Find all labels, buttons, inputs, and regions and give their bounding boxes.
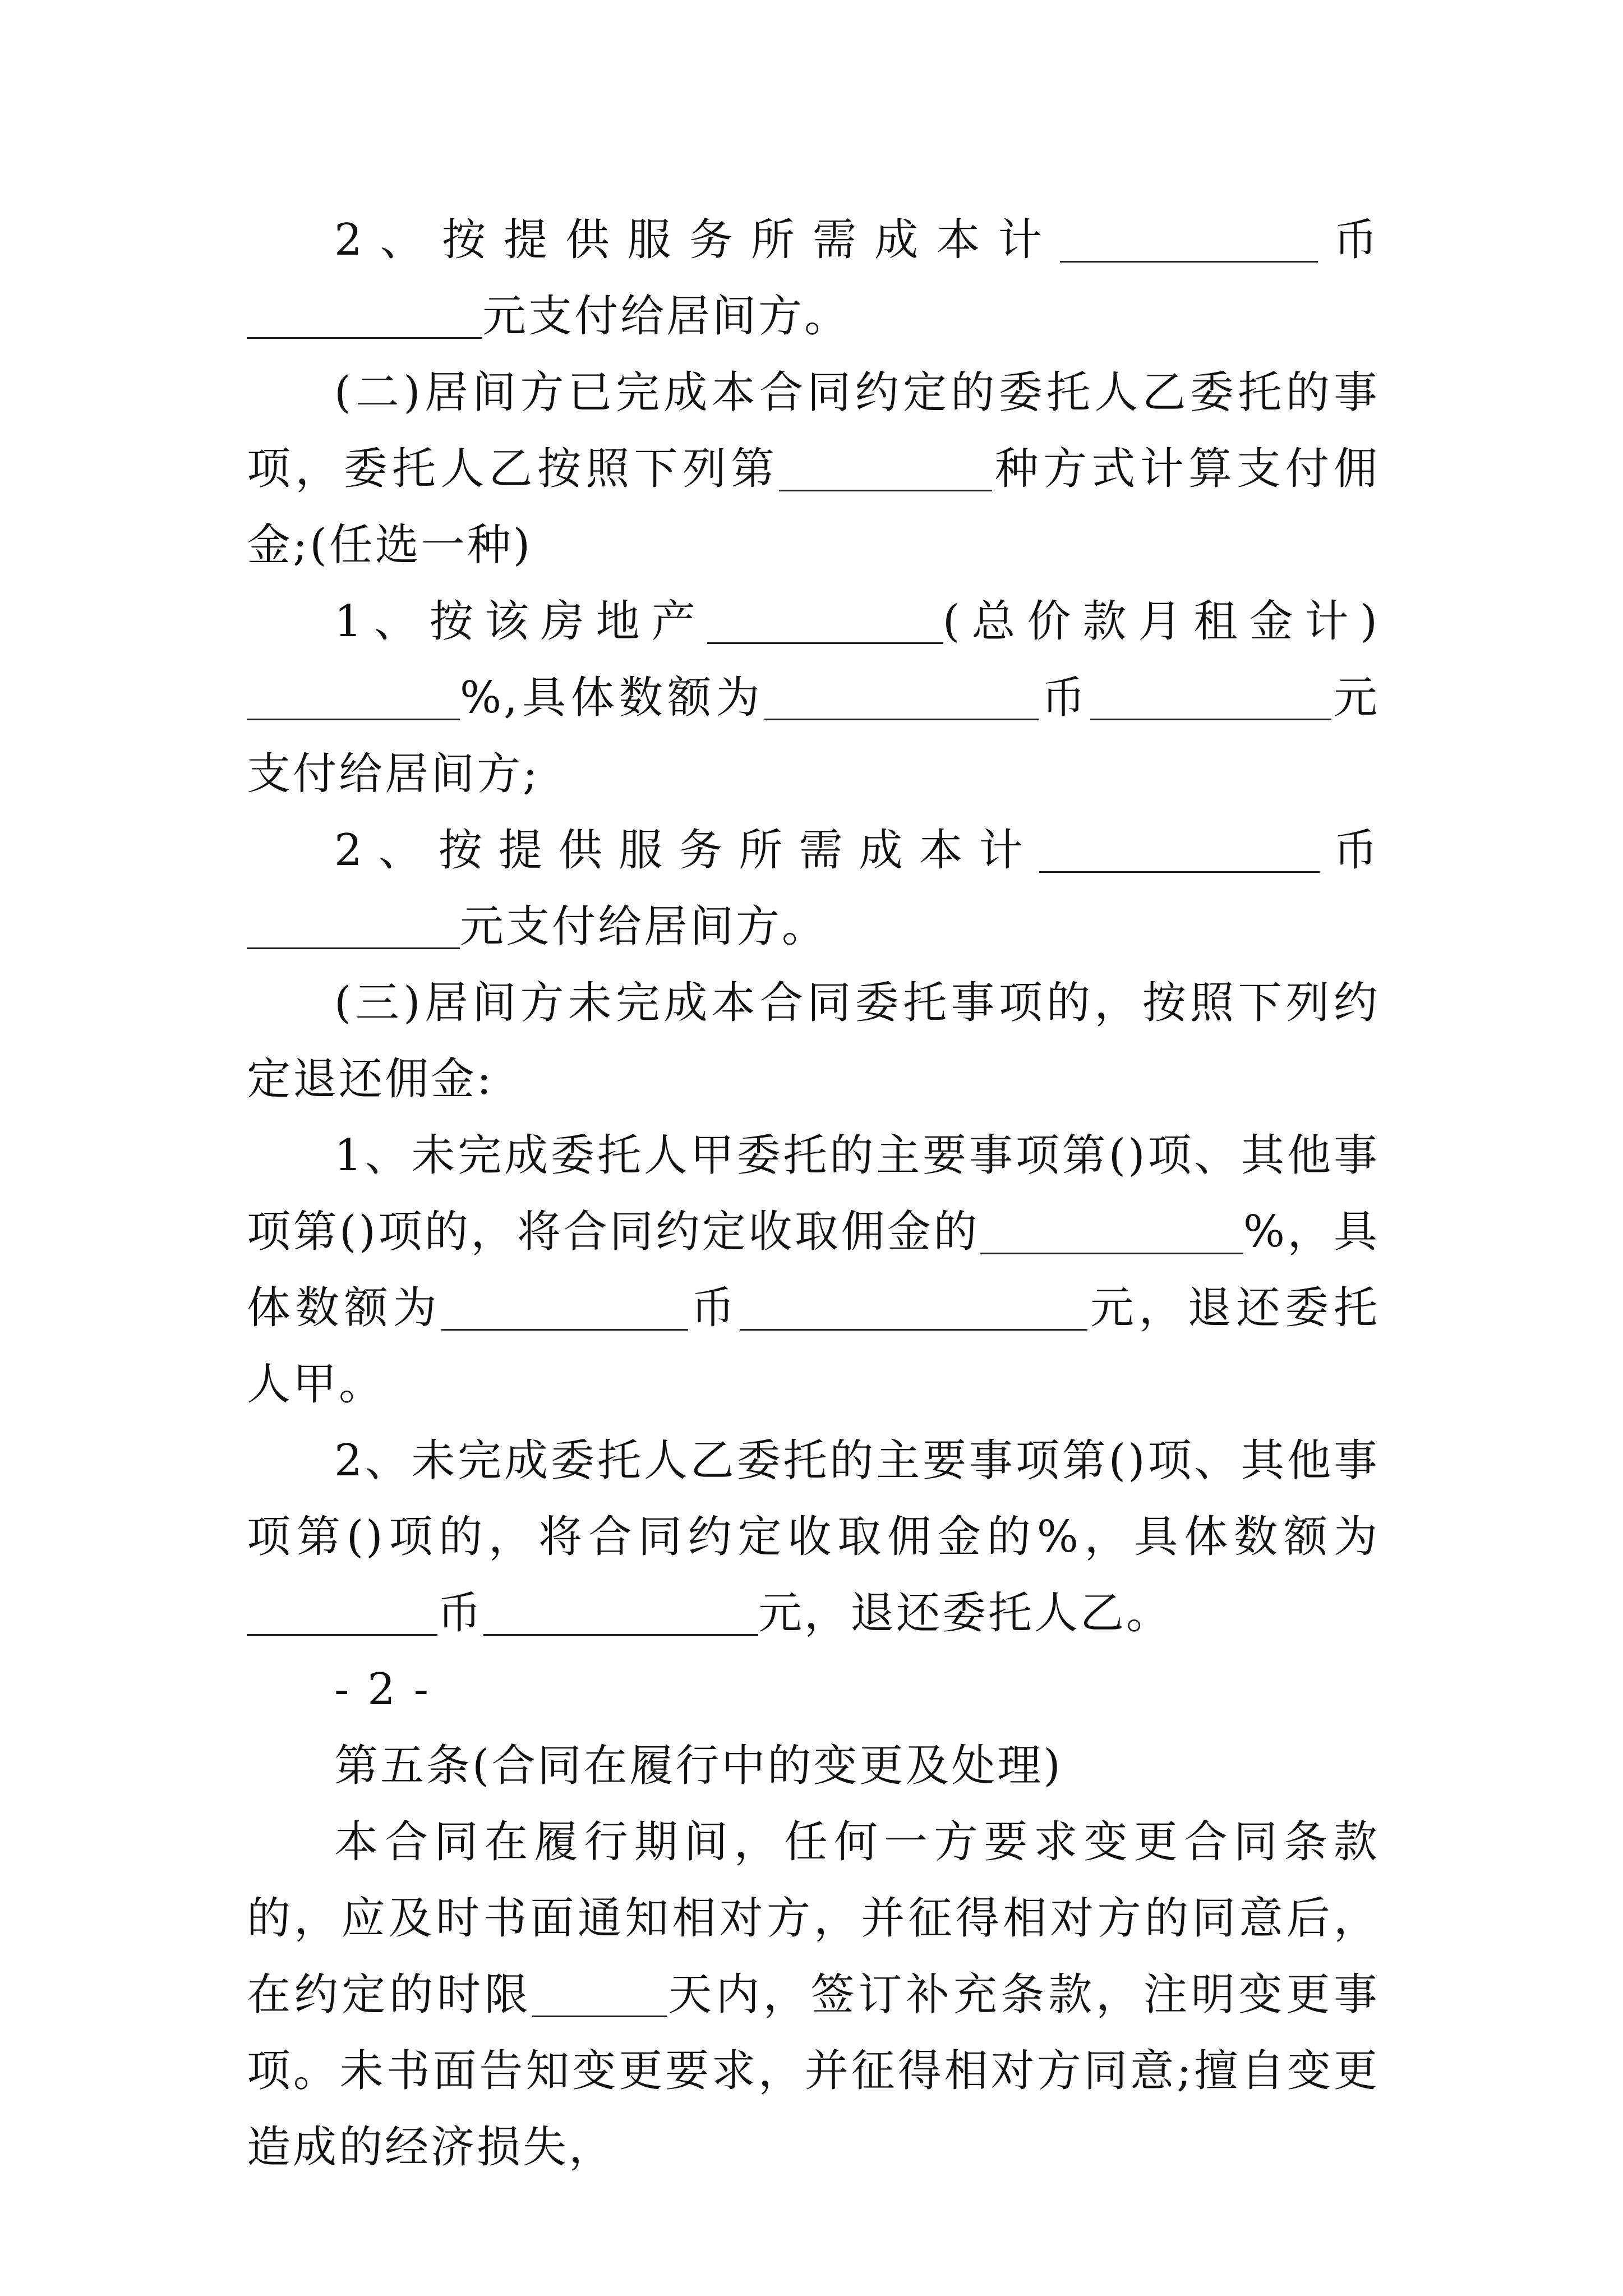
paragraph-contract-change [247, 1804, 1380, 2185]
currency-label: 币 [437, 1588, 484, 1639]
paragraph-text: %,具体数额为 [460, 673, 764, 723]
paragraph-text: 2、未完成委托人乙委托的主要事项第()项、其他事项第()项的，将合同约定收取佣金的%，具体数额为 [247, 1435, 1380, 1562]
paragraph-text: 元支付给居间方。 [482, 291, 851, 342]
fill-blank[interactable] [740, 1284, 1087, 1331]
fill-blank[interactable] [247, 674, 460, 720]
fill-blank[interactable] [779, 445, 992, 491]
paragraph-text: 元，退还委托人甲。 [247, 1283, 1380, 1410]
paragraph-text: %，具体数额为 [247, 1207, 1380, 1333]
paragraph-text: 1、未完成委托人甲委托的主要事项第()项、其他事项第()项的，将合同约定收取佣金的 [247, 1130, 1380, 1257]
fill-blank[interactable] [764, 674, 1039, 720]
fill-blank[interactable] [247, 292, 482, 339]
paragraph-section-two [247, 355, 1380, 583]
fill-blank[interactable] [1039, 826, 1320, 873]
fill-blank[interactable] [980, 1208, 1243, 1254]
paragraph-text: 元支付给居间方; [247, 673, 1380, 799]
fill-blank[interactable] [247, 903, 460, 949]
paragraph-percentage-basis [247, 583, 1380, 812]
paragraph-text: 2、按提供服务所需成本计 [334, 215, 1060, 265]
paragraph-refund-party-a [247, 1117, 1380, 1423]
paragraph-text: 本合同在履行期间，任何一方要求变更合同条款的，应及时书面通知相对方，并征得相对方的同意后，在约定的时限 [247, 1817, 1380, 2020]
currency-label: 币 [1039, 673, 1090, 723]
paragraph-text: 元，退还委托人乙。 [758, 1588, 1173, 1639]
paragraph-refund-party-b [247, 1423, 1380, 1651]
currency-label: 币 [688, 1283, 740, 1333]
paragraph-cost-basis-1 [247, 202, 1380, 355]
document-body [247, 202, 1380, 2185]
fill-blank[interactable] [1090, 674, 1331, 720]
paragraph-text: 种方式计算支付佣金;(任选一种) [247, 444, 1380, 570]
fill-blank[interactable] [247, 1589, 437, 1636]
currency-label: 币 [1319, 825, 1380, 876]
paragraph-section-three [247, 965, 1380, 1117]
fill-blank[interactable] [1060, 216, 1318, 263]
paragraph-text: (总价款月租金计) [942, 596, 1380, 647]
paragraph-text: 1、按该房地产 [334, 596, 707, 647]
currency-label: 币 [1317, 215, 1380, 265]
fill-blank[interactable] [532, 1971, 667, 2017]
paragraph-text: (二)居间方已完成本合同约定的委托人乙委托的事项，委托人乙按照下列第 [247, 367, 1380, 494]
paragraph-text: (三)居间方未完成本合同委托事项的，按照下列约定退还佣金: [247, 978, 1380, 1105]
paragraph-text: 2、按提供服务所需成本计 [334, 825, 1039, 876]
fill-blank[interactable] [483, 1589, 758, 1636]
fill-blank[interactable] [707, 597, 943, 644]
paragraph-cost-basis-2 [247, 812, 1380, 965]
paragraph-text: 元支付给居间方。 [460, 901, 828, 952]
article-five-heading [247, 1728, 1380, 1804]
paragraph-text: 第五条(合同在履行中的变更及处理) [334, 1741, 1063, 1791]
paragraph-text: 天内，签订补充条款，注明变更事项。未书面告知变更要求，并征得相对方同意;擅自变更造成的经济损失， [247, 1970, 1380, 2173]
fill-blank[interactable] [441, 1284, 688, 1331]
page-number: - 2 - [334, 1664, 431, 1715]
